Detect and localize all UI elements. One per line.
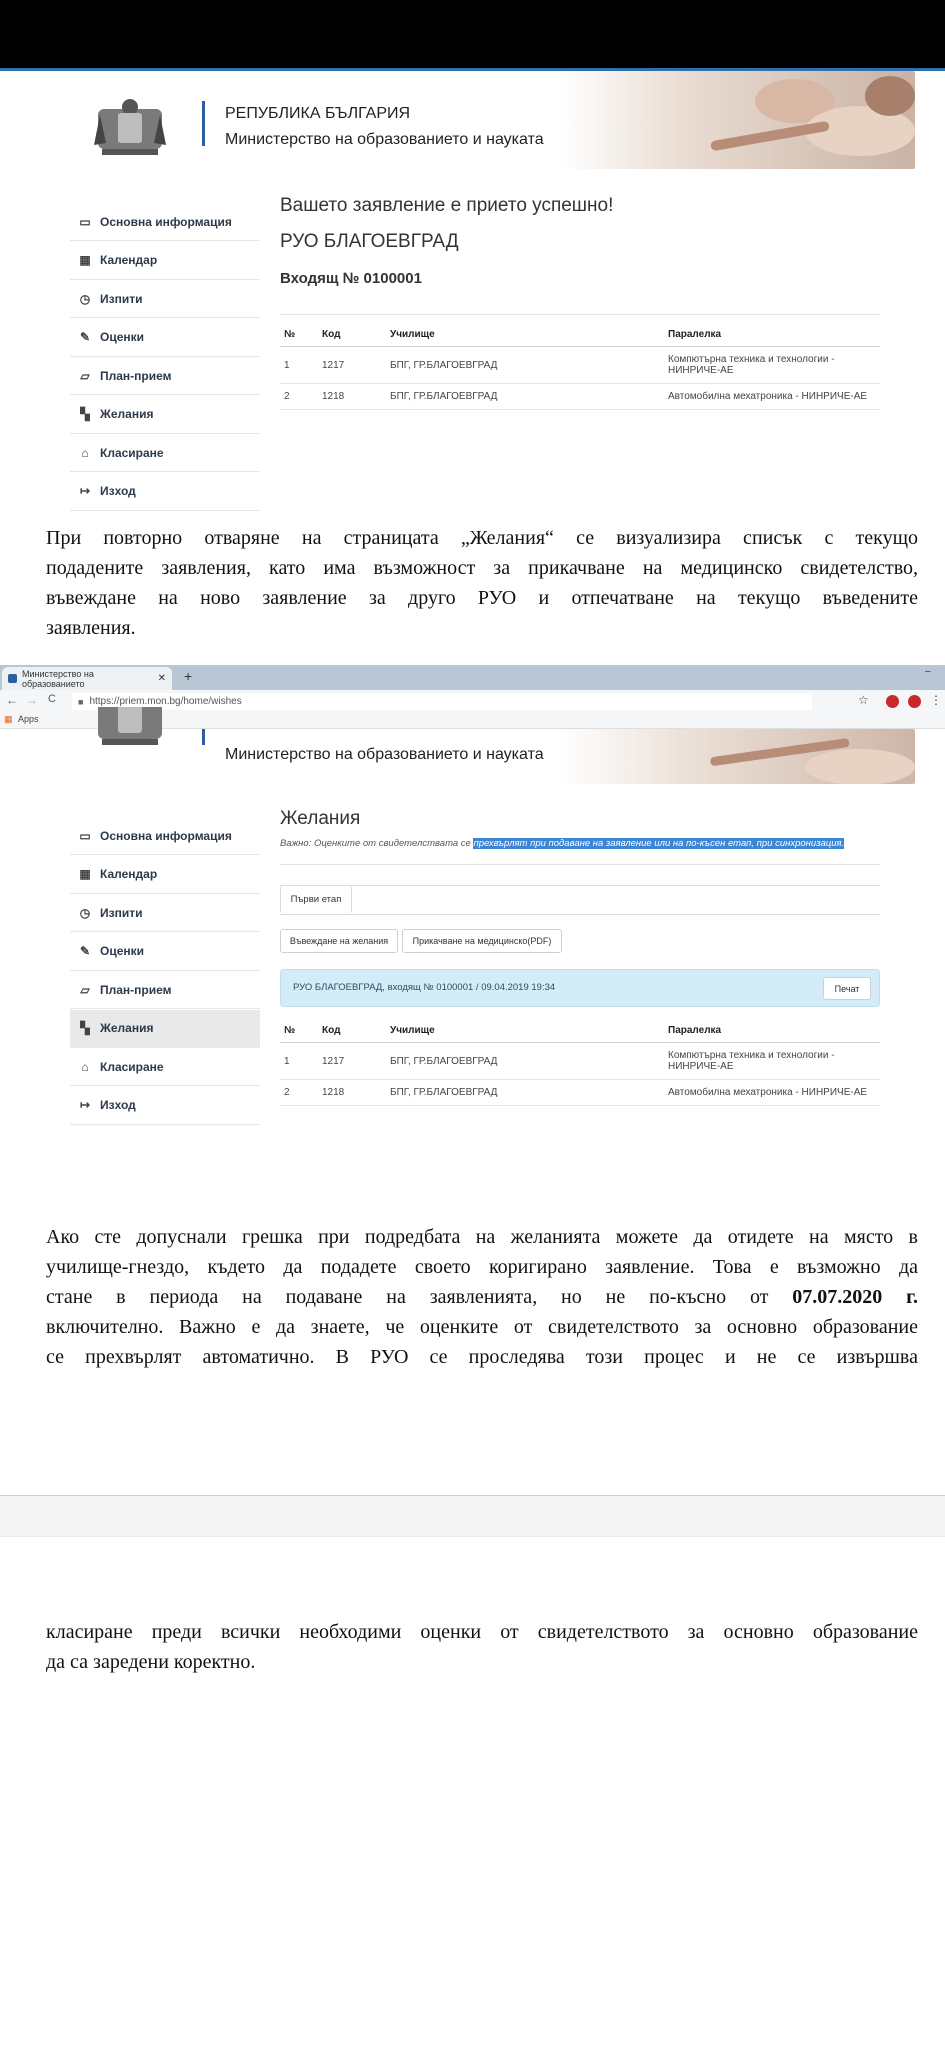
logout-icon: ↦ [79, 484, 91, 498]
paragraph-line: включително. Важно е да знаете, че оценките от свидетелството за основно образование [46, 1316, 918, 1338]
print-button[interactable]: Печат [823, 977, 871, 1000]
table-row [280, 1043, 880, 1080]
reload-icon[interactable]: C [48, 693, 56, 705]
ruo-title: РУО БЛАГОЕВГРАД [280, 231, 459, 252]
back-icon[interactable]: ← [6, 693, 18, 707]
grid-icon: ▚ [80, 407, 90, 421]
edit-icon: ✎ [79, 944, 91, 958]
paragraph-line: подадените заявления, като има възможност за прикачване на медицинско свидетелство, [46, 557, 918, 579]
paragraph-line: заявления. [46, 617, 136, 639]
coat-of-arms-icon [92, 95, 168, 159]
table-cell: Компютърна техника и технологии - НИНРИЧЕ-АЕ [664, 1043, 880, 1080]
table-row [280, 347, 880, 384]
sidebar-item-4[interactable] [70, 319, 260, 357]
paragraph-line: стане в периода на подаване на заявленията, но не по-късно от 07.07.2020 г. [46, 1286, 918, 1308]
table-cell: БПГ, ГР.БЛАГОЕВГРАД [386, 347, 664, 384]
sidebar-item-label: Изпити [100, 905, 143, 920]
sidebar-item-label: Класиране [100, 445, 164, 460]
table-cell: 2 [280, 1080, 318, 1106]
sidebar-item-label: Календар [100, 867, 158, 881]
table-cell: БПГ, ГР.БЛАГОЕВГРАД [386, 384, 664, 410]
table-cell: 1218 [318, 1080, 386, 1106]
bank-icon: ⌂ [81, 1059, 89, 1074]
paragraph-line: Ако сте допуснали грешка при подредбата на желанията можете да отидете на място в [46, 1226, 918, 1248]
paragraph-line: въвеждане на ново заявление за друго РУО и отпечатване на текущо въведените [46, 587, 918, 609]
note-selected-text: прехвърлят при подаване на заявление или на по-късен етап, при синхронизация. [473, 838, 845, 849]
screenshot-2 [0, 729, 945, 1149]
sidebar-item-label: План-прием [100, 982, 172, 997]
sidebar-item-6[interactable] [70, 396, 260, 434]
important-note [280, 838, 844, 849]
sidebar-item-label: Желания [100, 407, 154, 421]
table-cell: 1 [280, 1043, 318, 1080]
success-message: Вашето заявление е прието успешно! [280, 195, 614, 216]
sidebar-item-label: Изпити [100, 291, 143, 306]
enter-wishes-button[interactable]: Въвеждане на желания [280, 929, 398, 953]
sidebar-item-6[interactable] [70, 1010, 260, 1048]
logout-icon: ↦ [79, 1098, 91, 1112]
edit-icon: ✎ [79, 330, 91, 344]
calendar-icon: ▦ [79, 867, 91, 881]
clock-icon: ◷ [79, 291, 91, 306]
column-header: Код [318, 323, 386, 347]
browser-tab[interactable] [2, 667, 172, 690]
menu-icon[interactable]: ⋮ [930, 693, 942, 707]
table-row [280, 384, 880, 410]
table-cell: 1217 [318, 347, 386, 384]
deadline-date: 07.07.2020 г. [792, 1286, 918, 1308]
table-header-row [280, 323, 880, 347]
column-header: Код [318, 1019, 386, 1043]
sidebar-item-3[interactable] [70, 894, 260, 932]
monitor-icon: ▭ [79, 214, 91, 229]
extension-icon[interactable] [886, 695, 899, 708]
divider [280, 864, 880, 865]
table-cell: Автомобилна мехатроника - НИНРИЧЕ-АЕ [664, 384, 880, 410]
column-header: Паралелка [664, 323, 880, 347]
paragraph-line: класиране преди всички необходими оценки от свидетелството за основно образование [46, 1621, 918, 1643]
table-cell: Автомобилна мехатроника - НИНРИЧЕ-АЕ [664, 1080, 880, 1106]
sidebar-item-label: Изход [100, 1098, 136, 1112]
paragraph-2 [46, 1222, 918, 1372]
status-bar [0, 0, 945, 68]
sidebar-item-5[interactable] [70, 971, 260, 1009]
star-icon[interactable]: ☆ [858, 693, 869, 707]
sidebar-item-1[interactable] [70, 203, 260, 241]
table-row [280, 1080, 880, 1106]
sidebar-item-7[interactable] [70, 434, 260, 472]
calendar-icon: ▦ [79, 253, 91, 267]
applications-table [280, 323, 880, 410]
sidebar-item-label: Изход [100, 484, 136, 498]
header-divider [202, 101, 205, 146]
header-photo [560, 71, 915, 169]
paragraph-1 [46, 523, 918, 643]
url-field[interactable] [72, 693, 812, 710]
tab-first-stage[interactable]: Първи етап [280, 885, 352, 913]
sidebar-item-5[interactable] [70, 357, 260, 395]
applications-table [280, 1019, 880, 1106]
page-break [0, 1495, 945, 1537]
table-cell: 2 [280, 384, 318, 410]
monitor-icon: ▭ [79, 828, 91, 843]
extension-icon[interactable] [908, 695, 921, 708]
table-cell: Компютърна техника и технологии - НИНРИЧЕ-АЕ [664, 347, 880, 384]
apps-grid-icon[interactable]: ▦ [4, 714, 13, 724]
paragraph-line: да са заредени коректно. [46, 1651, 256, 1673]
ruo-application-heading: РУО БЛАГОЕВГРАД, входящ № 0100001 / 09.04.2019 19:34 [293, 982, 556, 993]
coat-of-arms-icon [92, 707, 168, 749]
sidebar-item-label: Основна информация [100, 828, 232, 843]
mon-favicon-icon [8, 674, 17, 683]
column-header: № [280, 1019, 318, 1043]
paragraph-3 [46, 1617, 918, 1677]
paragraph-line: се прехвърлят автоматично. В РУО се проследява този процес и не се извършва [46, 1346, 918, 1368]
table-cell: 1218 [318, 384, 386, 410]
lock-icon: ■ [78, 696, 84, 707]
table-cell: БПГ, ГР.БЛАГОЕВГРАД [386, 1043, 664, 1080]
header-title-ministry: Министерство на образованието и науката [225, 131, 544, 148]
sidebar-item-label: Желания [100, 1021, 154, 1035]
header-title-country: РЕПУБЛИКА БЪЛГАРИЯ [225, 105, 411, 122]
sidebar-item-7[interactable] [70, 1048, 260, 1086]
sidebar-item-8[interactable] [70, 473, 260, 511]
incoming-number: Входящ № 0100001 [280, 270, 422, 287]
header-title-ministry: Министерство на образованието и науката [225, 746, 544, 763]
url-text: https://priem.mon.bg/home/wishes [89, 696, 242, 707]
apps-label[interactable]: Apps [18, 714, 39, 724]
close-tab-icon[interactable]: ✕ [157, 673, 166, 684]
divider [280, 314, 880, 315]
browser-tab-title: Министерство на образованието [22, 668, 94, 689]
paragraph-line: При повторно отваряне на страницата „Желания“ се визуализира списък с текущо [46, 527, 918, 549]
table-cell: БПГ, ГР.БЛАГОЕВГРАД [386, 1080, 664, 1106]
tab-content-line [280, 914, 880, 915]
column-header: Паралелка [664, 1019, 880, 1043]
sidebar-item-2[interactable] [70, 856, 260, 894]
attach-medical-button[interactable]: Прикачване на медицинско(PDF) [402, 929, 562, 953]
sidebar-item-4[interactable] [70, 933, 260, 971]
table-cell: 1 [280, 347, 318, 384]
forward-icon[interactable]: → [26, 693, 38, 707]
sidebar-item-label: План-прием [100, 368, 172, 383]
ruo-application-panel [280, 969, 880, 1007]
sidebar-item-2[interactable] [70, 242, 260, 280]
sidebar-item-label: Календар [100, 253, 158, 267]
clock-icon: ◷ [79, 905, 91, 920]
header-divider [202, 729, 205, 745]
sidebar-item-1[interactable] [70, 817, 260, 855]
paragraph-line: училище-гнездо, където да подадете своето коригирано заявление. Това е възможно да [46, 1256, 918, 1278]
folder-icon: ▱ [80, 982, 90, 997]
sidebar-item-label: Оценки [100, 944, 145, 958]
folder-icon: ▱ [80, 368, 90, 383]
column-header: Училище [386, 1019, 664, 1043]
table-header-row [280, 1019, 880, 1043]
sidebar-item-label: Класиране [100, 1059, 164, 1074]
screenshot-1 [0, 71, 945, 511]
bank-icon: ⌂ [81, 445, 89, 460]
minimize-icon[interactable]: – [925, 666, 931, 677]
column-header: Училище [386, 323, 664, 347]
note-text: Важно: Оценките от свидетелствата се [280, 838, 474, 849]
tabs-baseline [280, 885, 880, 886]
new-tab-button[interactable]: + [184, 668, 193, 684]
grid-icon: ▚ [80, 1021, 90, 1035]
sidebar-item-label: Основна информация [100, 214, 232, 229]
sidebar-item-8[interactable] [70, 1087, 260, 1125]
sidebar-item-label: Оценки [100, 330, 145, 344]
table-cell: 1217 [318, 1043, 386, 1080]
sidebar-item-3[interactable] [70, 280, 260, 318]
page-title: Желания [280, 808, 361, 829]
column-header: № [280, 323, 318, 347]
header-photo [560, 729, 915, 784]
